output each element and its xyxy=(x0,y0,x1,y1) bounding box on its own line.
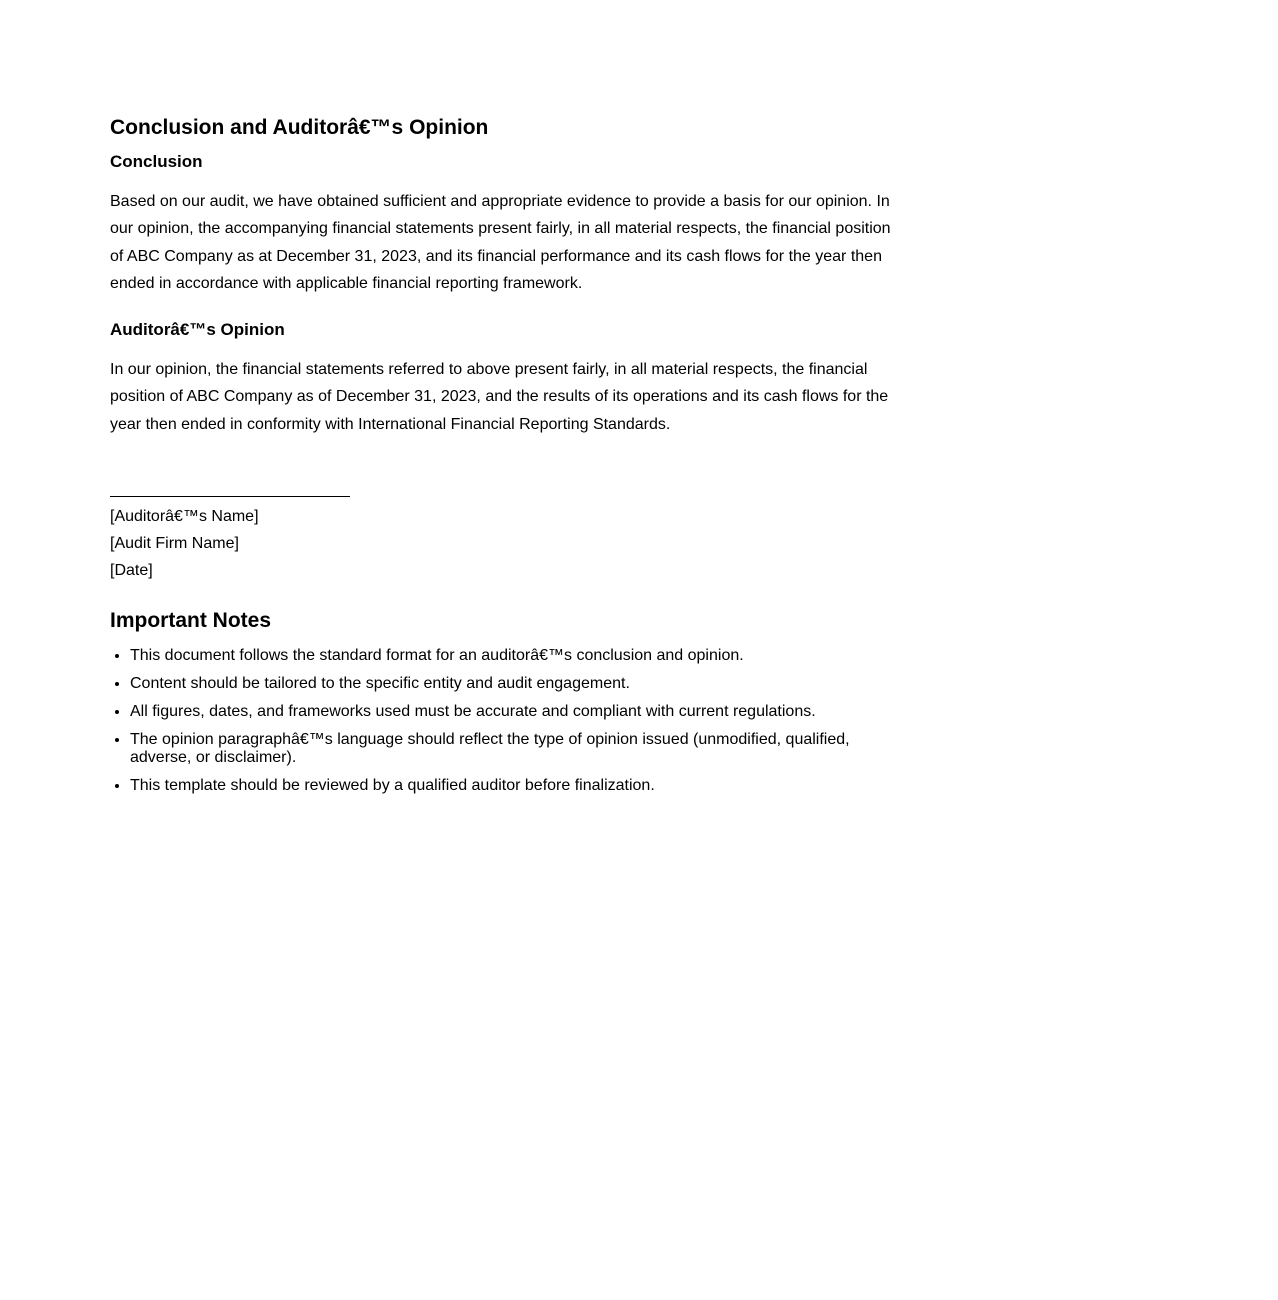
signature-line xyxy=(110,496,350,497)
conclusion-heading: Conclusion xyxy=(110,152,203,171)
page-title: Conclusion and Auditorâ€™s Opinion xyxy=(110,116,489,139)
important-notes-list xyxy=(110,647,900,805)
important-notes-heading: Important Notes xyxy=(110,609,272,632)
conclusion-paragraph: Based on our audit, we have obtained sufficient and appropriate evidence to provide a basis for our opinion. In our opinion, the accompanying financial statements present fairly, in all material respects, the financial position of ABC Company as at December 31, 2023, and its financial performance and its cash flows for the year then ended in accordance with applicable financial reporting framework. xyxy=(110,193,891,292)
list-item: • All figures, dates, and frameworks used must be accurate and compliant with current regulations. xyxy=(130,703,900,721)
list-item: • Content should be tailored to the specific entity and audit engagement. xyxy=(130,675,900,693)
list-item: • This template should be reviewed by a qualified auditor before finalization. xyxy=(130,777,900,795)
opinion-heading: Auditorâ€™s Opinion xyxy=(110,320,285,339)
list-item: • This document follows the standard format for an auditorâ€™s conclusion and opinion. xyxy=(130,647,900,665)
audit-firm-name: [Audit Firm Name] xyxy=(110,535,239,552)
list-item: • The opinion paragraphâ€™s language should reflect the type of opinion issued (unmodified, qualified, adverse, or disclaimer). xyxy=(130,731,900,767)
opinion-paragraph: In our opinion, the financial statements referred to above present fairly, in all material respects, the financial position of ABC Company as of December 31, 2023, and the results of its operations and its cash flows for the year then ended in conformity with International Financial Reporting Standards. xyxy=(110,361,889,433)
signature-date: [Date] xyxy=(110,562,153,579)
auditor-name: [Auditorâ€™s Name] xyxy=(110,508,259,525)
